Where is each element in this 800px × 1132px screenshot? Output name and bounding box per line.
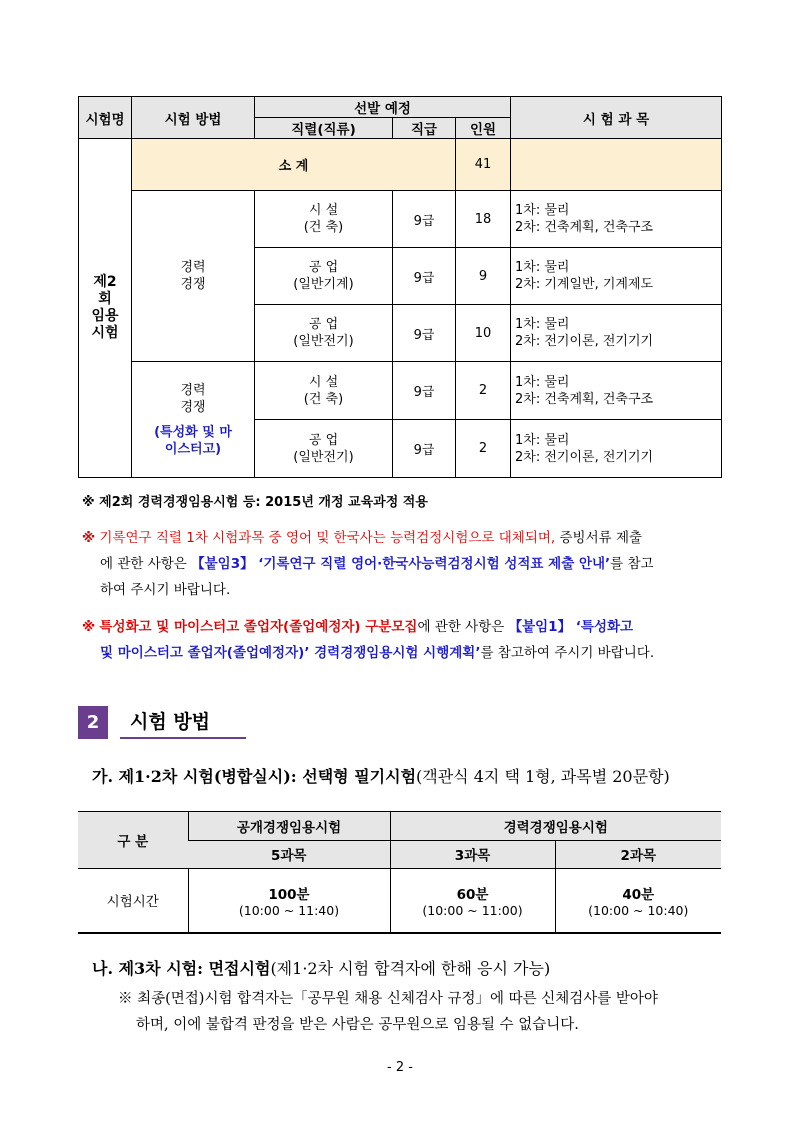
time-cell (555, 868, 721, 932)
row-grade: 9급 (393, 420, 456, 478)
heading-a-prefix: 가. 제1·2차 시험(병합실시): 선택형 필기시험 (92, 767, 417, 786)
time-subheader-open: 5과목 (188, 840, 390, 868)
subtotal-count: 41 (456, 139, 511, 191)
note-3-link: 【붙임1】 ‘특성화고 (508, 619, 634, 635)
note-2-text: 에 관한 사항은 (100, 556, 192, 572)
note-1 (82, 490, 732, 516)
note-mark: ※ (82, 495, 95, 510)
row-position (255, 191, 393, 248)
row-position (255, 420, 393, 478)
subject-line1: 1차: 물리 (515, 260, 570, 275)
time-subheader-career-2: 2과목 (555, 840, 721, 868)
time-table-bottom-rule (78, 932, 721, 934)
row-position (255, 248, 393, 305)
row-subjects (511, 420, 722, 478)
group2-method-text: 경력 경쟁 (180, 382, 206, 415)
header-planned: 선발 예정 (255, 97, 511, 118)
row-grade: 9급 (393, 362, 456, 420)
position-line1: 공 업 (308, 317, 339, 332)
time-cell (390, 868, 555, 932)
group2-sub-text: (특성화 및 마이스터고) (154, 424, 232, 457)
header-subjects: 시 험 과 목 (511, 97, 722, 139)
time-duration: 100분 (268, 886, 310, 903)
final-note-line1: 최종(면접)시험 합격자는「공무원 채용 신체검사 규정」에 따른 신체검사를 받아야 (137, 991, 658, 1007)
header-exam-method: 시험 방법 (132, 97, 255, 139)
note-3-red-text: 특성화고 및 마이스터고 졸업자(졸업예정자) 구분모집 (99, 619, 418, 635)
position-line2: (일반기계) (293, 277, 354, 292)
row-count: 10 (456, 305, 511, 362)
position-line2: (건 축) (303, 391, 344, 407)
subject-line1: 1차: 물리 (515, 203, 570, 218)
final-note (118, 986, 728, 1038)
position-line1: 시 설 (308, 374, 339, 390)
note-mark: ※ (82, 619, 96, 635)
subtotal-empty (511, 139, 722, 191)
group2-method (132, 362, 255, 478)
exam-label (79, 139, 132, 478)
position-line1: 공 업 (308, 432, 339, 448)
time-duration: 60분 (456, 886, 489, 903)
final-note-line2: 하며, 이에 불합격 판정을 받은 사람은 공무원으로 임용될 수 없습니다. (136, 1017, 579, 1033)
note-2-link: 【붙임3】 ‘기록연구 직렬 영어·한국사능력검정시험 성적표 제출 안내’ (191, 556, 611, 572)
header-grade: 직급 (393, 118, 456, 139)
heading-b (92, 956, 550, 979)
time-header-label: 구 분 (78, 812, 188, 868)
heading-b-suffix: (제1·2차 시험 합격자에 한해 응시 가능) (270, 959, 551, 978)
row-subjects (511, 362, 722, 420)
time-cell (188, 868, 390, 932)
subject-line1: 1차: 물리 (515, 317, 570, 332)
note-1-text: 제2회 경력경쟁임용시험 등: 2015년 개정 교육과정 적용 (99, 495, 428, 510)
row-grade: 9급 (393, 248, 456, 305)
row-count: 2 (456, 362, 511, 420)
subject-line2: 2차: 전기이론, 전기기기 (515, 449, 654, 465)
time-header-career: 경력경쟁임용시험 (390, 812, 721, 840)
row-subjects (511, 248, 722, 305)
note-3-text: 에 관한 사항은 (417, 619, 509, 635)
row-subjects (511, 191, 722, 248)
row-count: 2 (456, 420, 511, 478)
row-position (255, 305, 393, 362)
position-line2: (일반전기) (293, 449, 354, 465)
position-line2: (건 축) (303, 220, 344, 235)
time-duration: 40분 (622, 886, 655, 903)
group1-method (132, 191, 255, 362)
note-2-text: 하여 주시기 바랍니다. (100, 582, 231, 598)
note-3-link: 및 마이스터고 졸업자(졸업예정자)’ 경력경쟁임용시험 시행계획’ (100, 645, 481, 661)
time-header-open: 공개경쟁임용시험 (188, 812, 390, 840)
time-range: (10:00 ~ 10:40) (588, 902, 689, 918)
time-range: (10:00 ~ 11:40) (238, 902, 340, 918)
subject-line2: 2차: 기계일반, 기계제도 (515, 277, 654, 292)
exam-label-text: 제2회 임용 시험 (91, 274, 119, 341)
row-grade: 9급 (393, 191, 456, 248)
heading-a-suffix: (객관식 4지 택 1형, 과목별 20문항) (416, 767, 670, 786)
time-subheader-career-1: 3과목 (390, 840, 555, 868)
note-mark: ※ (82, 530, 96, 546)
note-3 (82, 614, 732, 666)
header-count: 인원 (456, 118, 511, 139)
group1-method-text: 경력 경쟁 (180, 260, 206, 292)
exam-time-table (78, 812, 721, 932)
time-row-label: 시험시간 (106, 894, 159, 911)
row-position (255, 362, 393, 420)
note-3-text: 를 참고하여 주시기 바랍니다. (480, 645, 655, 661)
subject-line1: 1차: 물리 (515, 374, 570, 390)
row-grade: 9급 (393, 305, 456, 362)
row-subjects (511, 305, 722, 362)
note-2-red-text: 기록연구 직렬 1차 시험과목 중 영어 및 한국사는 능력검정시험으로 대체되며, (99, 530, 556, 546)
note-2-text: 를 참고 (610, 556, 654, 572)
subtotal-label: 소 계 (132, 139, 456, 191)
heading-a (92, 764, 670, 787)
note-2-text: 증빙서류 제출 (555, 530, 643, 546)
note-mark: ※ (118, 991, 133, 1007)
section-title: 시험 방법 (120, 706, 246, 739)
note-2 (82, 525, 732, 603)
section-number: 2 (78, 706, 108, 739)
row-count: 9 (456, 248, 511, 305)
position-line1: 공 업 (308, 260, 339, 275)
subject-line2: 2차: 전기이론, 전기기기 (515, 334, 654, 349)
subject-line2: 2차: 건축계획, 건축구조 (515, 220, 654, 235)
heading-b-prefix: 나. 제3차 시험: 면접시험 (92, 959, 271, 978)
subject-line2: 2차: 건축계획, 건축구조 (515, 391, 654, 407)
header-position: 직렬(직류) (255, 118, 393, 139)
page-number: - 2 - (387, 1060, 413, 1075)
position-line2: (일반전기) (293, 334, 354, 349)
row-count: 18 (456, 191, 511, 248)
header-exam-name: 시험명 (79, 97, 132, 139)
time-range: (10:00 ~ 11:00) (422, 902, 523, 918)
recruitment-table (78, 96, 722, 478)
position-line1: 시 설 (308, 203, 339, 218)
subject-line1: 1차: 물리 (515, 432, 570, 448)
